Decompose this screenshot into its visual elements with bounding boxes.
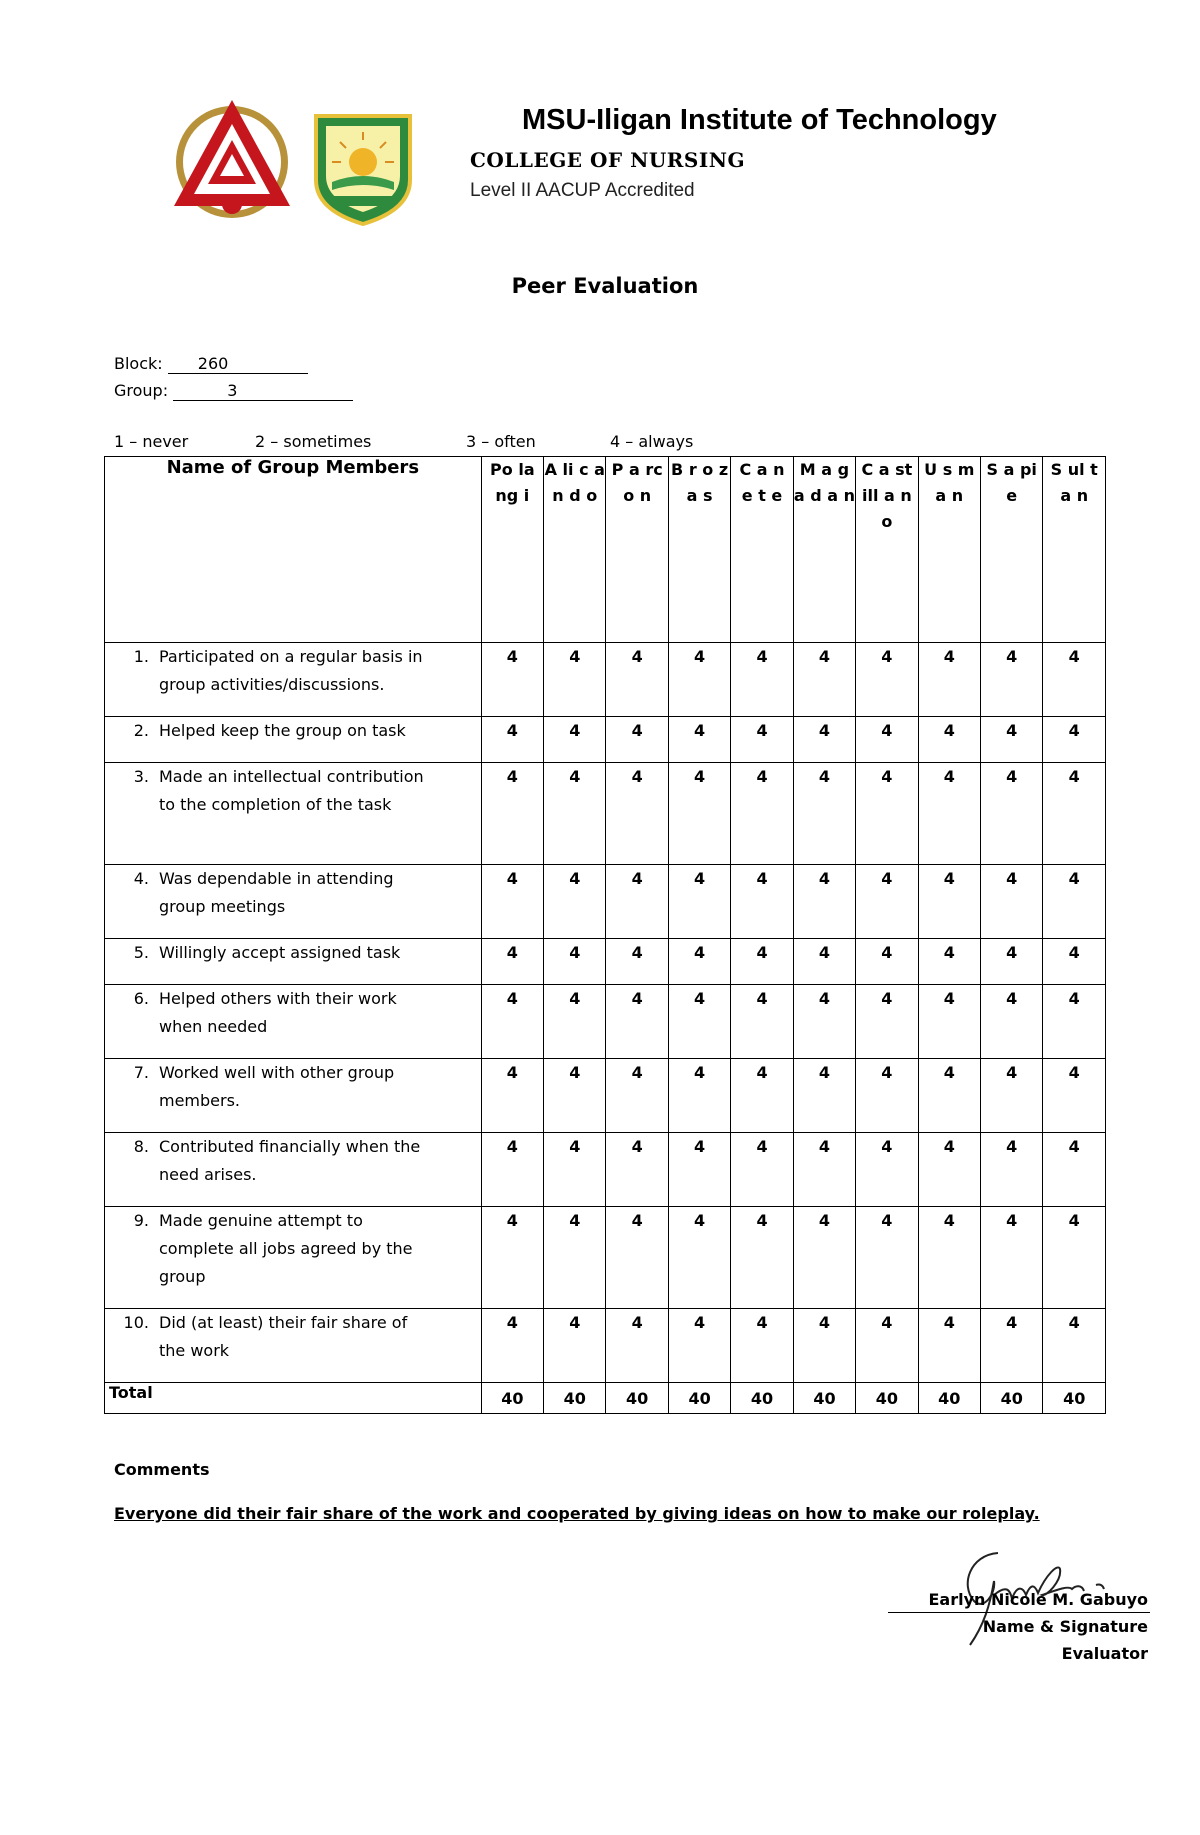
criterion-text: Willingly accept assigned task xyxy=(159,943,401,962)
score-cell: 4 xyxy=(606,1133,668,1207)
score-cell: 4 xyxy=(1043,1309,1106,1383)
score-cell: 4 xyxy=(606,1059,668,1133)
score-cell: 4 xyxy=(481,1207,543,1309)
group-field xyxy=(114,381,353,401)
table-row xyxy=(105,1133,1106,1207)
score-cell: 4 xyxy=(918,717,980,763)
criterion-number: 3. xyxy=(133,767,149,786)
score-cell: 4 xyxy=(981,1133,1043,1207)
score-cell: 4 xyxy=(668,717,730,763)
score-cell: 4 xyxy=(606,763,668,865)
score-cell: 4 xyxy=(793,717,855,763)
score-cell: 4 xyxy=(856,1309,918,1383)
score-cell: 4 xyxy=(668,865,730,939)
score-cell: 4 xyxy=(668,985,730,1059)
member-header-brozas: B r o z a s xyxy=(668,457,730,643)
criterion-cell xyxy=(105,865,482,939)
comments-heading: Comments xyxy=(114,1460,210,1479)
score-cell: 4 xyxy=(668,1207,730,1309)
score-cell: 4 xyxy=(1043,1207,1106,1309)
criterion-text: Helped keep the group on task xyxy=(159,721,406,740)
score-cell: 4 xyxy=(481,985,543,1059)
institution-name: MSU-Iligan Institute of Technology xyxy=(522,104,997,136)
criterion-cell xyxy=(105,1133,482,1207)
member-header-magadan: M a g a d a n xyxy=(793,457,855,643)
score-cell: 4 xyxy=(481,939,543,985)
table-row xyxy=(105,763,1106,865)
score-cell: 4 xyxy=(668,643,730,717)
score-cell: 4 xyxy=(668,1309,730,1383)
criterion-text: Contributed financially when the need arises. xyxy=(159,1137,421,1184)
score-cell: 4 xyxy=(731,985,793,1059)
score-cell: 4 xyxy=(856,763,918,865)
score-cell: 4 xyxy=(544,1133,606,1207)
criterion-number: 5. xyxy=(133,943,149,962)
table-row xyxy=(105,985,1106,1059)
score-cell: 4 xyxy=(481,1309,543,1383)
score-cell: 4 xyxy=(856,939,918,985)
total-cell: 40 xyxy=(918,1383,980,1414)
score-cell: 4 xyxy=(793,1133,855,1207)
criterion-text: Participated on a regular basis in group activities/discussions. xyxy=(159,647,423,694)
criterion-number: 4. xyxy=(133,869,149,888)
score-cell: 4 xyxy=(918,1059,980,1133)
evaluator-role: Evaluator xyxy=(1061,1644,1148,1663)
score-cell: 4 xyxy=(481,1133,543,1207)
criterion-number: 9. xyxy=(133,1211,149,1230)
score-cell: 4 xyxy=(606,1309,668,1383)
criterion-cell xyxy=(105,717,482,763)
scale-never: 1 – never xyxy=(114,432,189,451)
block-field xyxy=(114,354,308,374)
score-cell: 4 xyxy=(731,1059,793,1133)
score-cell: 4 xyxy=(981,1309,1043,1383)
score-cell: 4 xyxy=(606,717,668,763)
score-cell: 4 xyxy=(1043,1133,1106,1207)
total-cell: 40 xyxy=(1043,1383,1106,1414)
score-cell: 4 xyxy=(481,717,543,763)
table-row xyxy=(105,1059,1106,1133)
member-header-canete: C a n e t e xyxy=(731,457,793,643)
score-cell: 4 xyxy=(981,939,1043,985)
group-value: 3 xyxy=(173,381,353,401)
college-name: COLLEGE OF NURSING xyxy=(470,148,746,172)
score-cell: 4 xyxy=(481,763,543,865)
scale-often: 3 – often xyxy=(466,432,536,451)
member-header-parcon: P a rc o n xyxy=(606,457,668,643)
criterion-cell xyxy=(105,985,482,1059)
total-cell: 40 xyxy=(856,1383,918,1414)
score-cell: 4 xyxy=(856,717,918,763)
evaluation-table xyxy=(104,456,1106,1414)
scale-always: 4 – always xyxy=(610,432,694,451)
score-cell: 4 xyxy=(793,1059,855,1133)
name-of-group-members-header: Name of Group Members xyxy=(105,457,482,643)
score-cell: 4 xyxy=(1043,865,1106,939)
score-cell: 4 xyxy=(731,763,793,865)
score-cell: 4 xyxy=(918,1133,980,1207)
college-of-nursing-logo xyxy=(308,110,418,226)
total-cell: 40 xyxy=(606,1383,668,1414)
score-cell: 4 xyxy=(731,1133,793,1207)
group-label: Group: xyxy=(114,381,169,400)
score-cell: 4 xyxy=(981,865,1043,939)
total-row xyxy=(105,1383,1106,1414)
total-cell: 40 xyxy=(981,1383,1043,1414)
score-cell: 4 xyxy=(1043,1059,1106,1133)
score-cell: 4 xyxy=(481,643,543,717)
member-header-sultan: S ul t a n xyxy=(1043,457,1106,643)
table-row xyxy=(105,939,1106,985)
score-cell: 4 xyxy=(731,717,793,763)
score-cell: 4 xyxy=(918,1207,980,1309)
total-cell: 40 xyxy=(793,1383,855,1414)
total-cell: 40 xyxy=(481,1383,543,1414)
criterion-text: Did (at least) their fair share of the work xyxy=(159,1313,408,1360)
score-cell: 4 xyxy=(793,939,855,985)
header-row xyxy=(105,457,1106,643)
score-cell: 4 xyxy=(981,763,1043,865)
score-cell: 4 xyxy=(606,985,668,1059)
signature-caption: Name & Signature xyxy=(982,1617,1148,1636)
score-cell: 4 xyxy=(544,717,606,763)
score-cell: 4 xyxy=(981,643,1043,717)
score-cell: 4 xyxy=(668,763,730,865)
member-header-alicando: A li c a n d o xyxy=(544,457,606,643)
page-title: Peer Evaluation xyxy=(511,274,699,298)
score-cell: 4 xyxy=(544,1207,606,1309)
criterion-cell xyxy=(105,939,482,985)
score-cell: 4 xyxy=(856,643,918,717)
score-cell: 4 xyxy=(731,939,793,985)
score-cell: 4 xyxy=(544,985,606,1059)
score-cell: 4 xyxy=(606,1207,668,1309)
score-cell: 4 xyxy=(731,865,793,939)
score-cell: 4 xyxy=(793,1309,855,1383)
accreditation-text: Level II AACUP Accredited xyxy=(470,180,695,201)
score-cell: 4 xyxy=(731,643,793,717)
score-cell: 4 xyxy=(1043,939,1106,985)
criterion-cell xyxy=(105,1207,482,1309)
score-cell: 4 xyxy=(856,1133,918,1207)
member-header-castillano: C a st ill a n o xyxy=(856,457,918,643)
score-cell: 4 xyxy=(981,985,1043,1059)
table-row xyxy=(105,643,1106,717)
score-cell: 4 xyxy=(918,763,980,865)
criterion-number: 1. xyxy=(133,647,149,666)
criterion-cell xyxy=(105,1309,482,1383)
score-cell: 4 xyxy=(544,1309,606,1383)
block-value: 260 xyxy=(168,354,308,374)
criterion-number: 2. xyxy=(133,721,149,740)
criterion-cell xyxy=(105,763,482,865)
score-cell: 4 xyxy=(793,1207,855,1309)
criterion-text: Was dependable in attending group meetings xyxy=(159,869,394,916)
score-cell: 4 xyxy=(481,865,543,939)
total-cell: 40 xyxy=(668,1383,730,1414)
score-cell: 4 xyxy=(856,1059,918,1133)
score-cell: 4 xyxy=(1043,717,1106,763)
table-row xyxy=(105,717,1106,763)
criterion-number: 8. xyxy=(133,1137,149,1156)
comments-text: Everyone did their fair share of the work and cooperated by giving ideas on how to make our roleplay. xyxy=(114,1504,1040,1523)
member-header-polangi: Po la ng i xyxy=(481,457,543,643)
member-header-usman: U s m a n xyxy=(918,457,980,643)
score-cell: 4 xyxy=(481,1059,543,1133)
evaluator-name: Earlyn Nicole M. Gabuyo xyxy=(928,1590,1148,1609)
score-cell: 4 xyxy=(856,1207,918,1309)
score-cell: 4 xyxy=(918,985,980,1059)
score-cell: 4 xyxy=(856,865,918,939)
score-cell: 4 xyxy=(981,1207,1043,1309)
criterion-number: 10. xyxy=(123,1313,149,1332)
score-cell: 4 xyxy=(544,939,606,985)
score-cell: 4 xyxy=(606,939,668,985)
score-cell: 4 xyxy=(793,985,855,1059)
criterion-text: Helped others with their work when needed xyxy=(159,989,397,1036)
score-cell: 4 xyxy=(1043,643,1106,717)
score-cell: 4 xyxy=(793,865,855,939)
table-row xyxy=(105,1207,1106,1309)
score-cell: 4 xyxy=(981,1059,1043,1133)
member-header-sapie: S a pi e xyxy=(981,457,1043,643)
score-cell: 4 xyxy=(793,763,855,865)
score-cell: 4 xyxy=(793,643,855,717)
criterion-cell xyxy=(105,1059,482,1133)
score-cell: 4 xyxy=(668,1059,730,1133)
total-cell: 40 xyxy=(731,1383,793,1414)
score-cell: 4 xyxy=(668,939,730,985)
score-cell: 4 xyxy=(606,865,668,939)
score-cell: 4 xyxy=(918,865,980,939)
score-cell: 4 xyxy=(544,643,606,717)
score-cell: 4 xyxy=(918,1309,980,1383)
criterion-text: Made an intellectual contribution to the completion of the task xyxy=(159,767,424,814)
table-row xyxy=(105,865,1106,939)
criterion-text: Worked well with other group members. xyxy=(159,1063,395,1110)
scale-sometimes: 2 – sometimes xyxy=(255,432,372,451)
criterion-number: 7. xyxy=(133,1063,149,1082)
score-cell: 4 xyxy=(856,985,918,1059)
total-cell: 40 xyxy=(544,1383,606,1414)
score-cell: 4 xyxy=(606,643,668,717)
score-cell: 4 xyxy=(544,1059,606,1133)
criterion-number: 6. xyxy=(133,989,149,1008)
score-cell: 4 xyxy=(1043,763,1106,865)
score-cell: 4 xyxy=(1043,985,1106,1059)
criterion-cell xyxy=(105,643,482,717)
score-cell: 4 xyxy=(981,717,1043,763)
msu-iit-logo xyxy=(172,98,292,222)
score-cell: 4 xyxy=(668,1133,730,1207)
score-cell: 4 xyxy=(918,643,980,717)
score-cell: 4 xyxy=(544,763,606,865)
score-cell: 4 xyxy=(731,1309,793,1383)
criterion-text: Made genuine attempt to complete all jobs agreed by the group xyxy=(159,1211,413,1286)
total-label: Total xyxy=(105,1383,482,1414)
table-row xyxy=(105,1309,1106,1383)
signature-line xyxy=(888,1612,1150,1613)
score-cell: 4 xyxy=(918,939,980,985)
score-cell: 4 xyxy=(544,865,606,939)
score-cell: 4 xyxy=(731,1207,793,1309)
block-label: Block: xyxy=(114,354,163,373)
